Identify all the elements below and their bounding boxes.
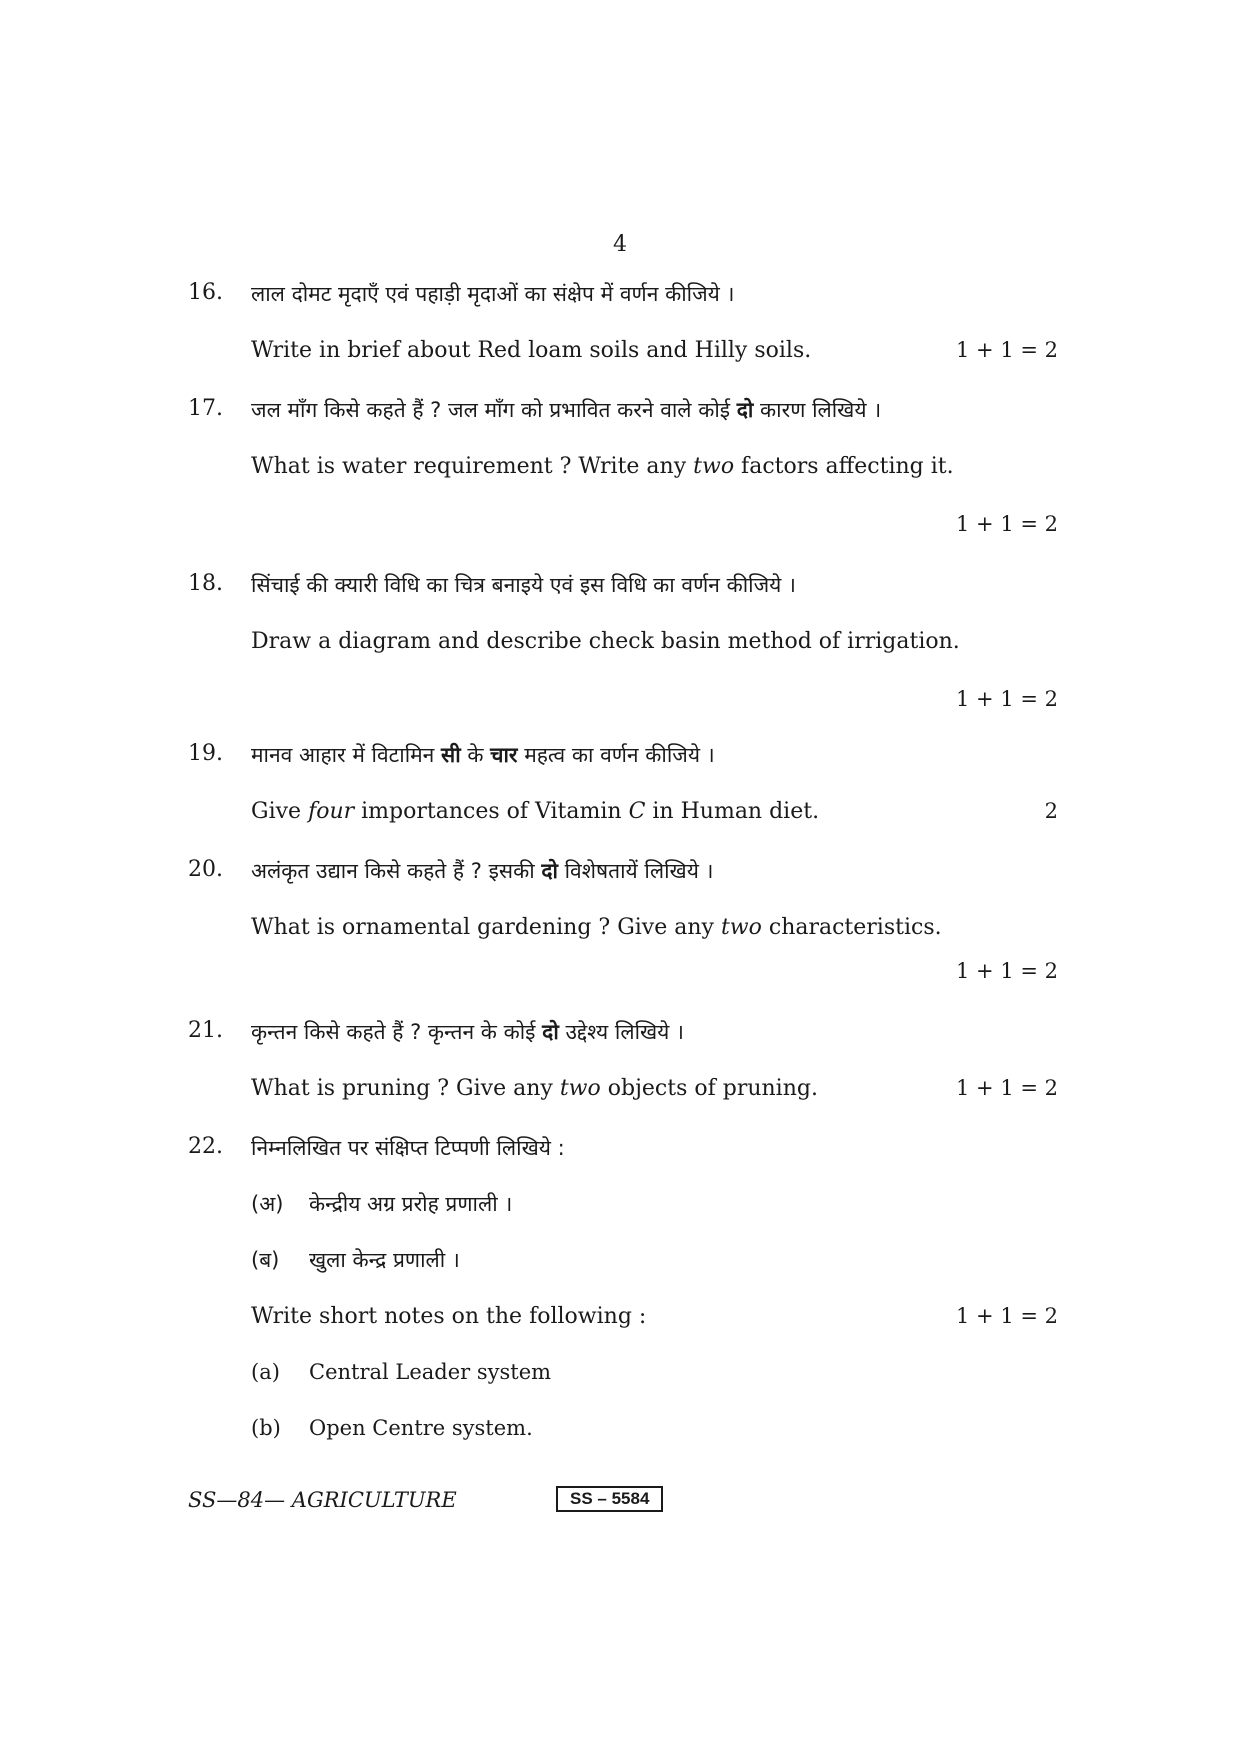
text-span: factors affecting it.: [734, 454, 954, 479]
text-span: What is pruning ? Give any: [251, 1076, 560, 1101]
footer-subject: SS—84— AGRICULTURE: [188, 1488, 457, 1512]
question-number: 19.: [188, 741, 223, 766]
marks: 1 + 1 = 2: [956, 959, 1058, 983]
question-hindi: लाल दोमट मृदाएँ एवं पहाड़ी मृदाओं का संक्षेप में वर्णन कीजिये ।: [251, 282, 735, 306]
question-hindi: निम्नलिखित पर संक्षिप्त टिप्पणी लिखिये :: [251, 1136, 565, 1160]
text-span: के: [460, 743, 491, 767]
italic-text: two: [720, 915, 762, 940]
italic-text: C: [628, 799, 646, 824]
question-number: 20.: [188, 857, 223, 882]
subitem-text: केन्द्रीय अग्र प्ररोह प्रणाली ।: [309, 1192, 513, 1216]
subitem-label: (a): [251, 1360, 280, 1384]
question-hindi: सिंचाई की क्यारी विधि का चित्र बनाइये एवं इस विधि का वर्णन कीजिये ।: [251, 573, 796, 597]
question-english: [251, 799, 819, 824]
text-span: विशेषतायें लिखिये ।: [557, 859, 714, 883]
text-span: Give: [251, 799, 309, 824]
subitem-label: (अ): [251, 1192, 284, 1216]
italic-text: two: [693, 454, 735, 479]
english-subitem-a: [251, 1360, 551, 1384]
text-span: objects of pruning.: [600, 1076, 818, 1101]
text-span: कारण लिखिये ।: [753, 398, 882, 422]
bold-text: दो: [542, 1020, 559, 1044]
text-span: importances of Vitamin: [354, 799, 629, 824]
marks: 1 + 1 = 2: [956, 687, 1058, 711]
bold-text: दो: [541, 859, 558, 883]
question-english: Draw a diagram and describe check basin method of irrigation.: [251, 629, 960, 654]
text-span: What is water requirement ? Write any: [251, 454, 694, 479]
subitem-label: (b): [251, 1416, 281, 1440]
text-span: characteristics.: [761, 915, 942, 940]
text-span: अलंकृत उद्यान किसे कहते हैं ? इसकी: [251, 859, 542, 883]
footer-paper-code: SS – 5584: [556, 1486, 663, 1512]
marks: 2: [1044, 799, 1058, 823]
subitem-text: Open Centre system.: [309, 1416, 533, 1440]
bold-text: दो: [736, 398, 754, 422]
page-number: 4: [613, 232, 627, 257]
hindi-subitem-a: [251, 1190, 512, 1218]
text-span: in Human diet.: [645, 799, 820, 824]
marks: 1 + 1 = 2: [956, 1304, 1058, 1328]
question-english: [251, 454, 954, 479]
question-hindi: [251, 741, 715, 769]
marks: 1 + 1 = 2: [956, 1076, 1058, 1100]
text-span: कृन्तन किसे कहते हैं ? कृन्तन के कोई: [251, 1020, 543, 1044]
question-number: 16.: [188, 280, 223, 305]
bold-text: चार: [490, 743, 518, 767]
hindi-subitem-b: [251, 1246, 460, 1274]
question-hindi: [251, 396, 881, 424]
english-subitem-b: [251, 1416, 533, 1440]
question-number: 21.: [188, 1018, 223, 1043]
question-english: Write in brief about Red loam soils and Hilly soils.: [251, 338, 812, 363]
text-span: मानव आहार में विटामिन: [251, 743, 442, 767]
question-english: Write short notes on the following :: [251, 1304, 647, 1329]
text-span: उद्देश्य लिखिये ।: [558, 1020, 685, 1044]
question-number: 17.: [188, 396, 223, 421]
italic-text: four: [308, 799, 355, 824]
question-hindi: [251, 1018, 684, 1046]
marks: 1 + 1 = 2: [956, 512, 1058, 536]
question-english: [251, 1076, 818, 1101]
subitem-text: खुला केन्द्र प्रणाली ।: [309, 1248, 460, 1272]
text-span: जल माँग किसे कहते हैं ? जल माँग को प्रभावित करने वाले कोई: [251, 398, 737, 422]
text-span: What is ornamental gardening ? Give any: [251, 915, 721, 940]
question-hindi: [251, 857, 714, 885]
marks: 1 + 1 = 2: [956, 338, 1058, 362]
question-number: 18.: [188, 571, 223, 596]
text-span: महत्व का वर्णन कीजिये ।: [517, 743, 715, 767]
italic-text: two: [559, 1076, 601, 1101]
subitem-text: Central Leader system: [309, 1360, 552, 1384]
question-number: 22.: [188, 1134, 223, 1159]
subitem-label: (ब): [251, 1248, 280, 1272]
bold-text: सी: [441, 743, 461, 767]
question-english: [251, 915, 942, 940]
